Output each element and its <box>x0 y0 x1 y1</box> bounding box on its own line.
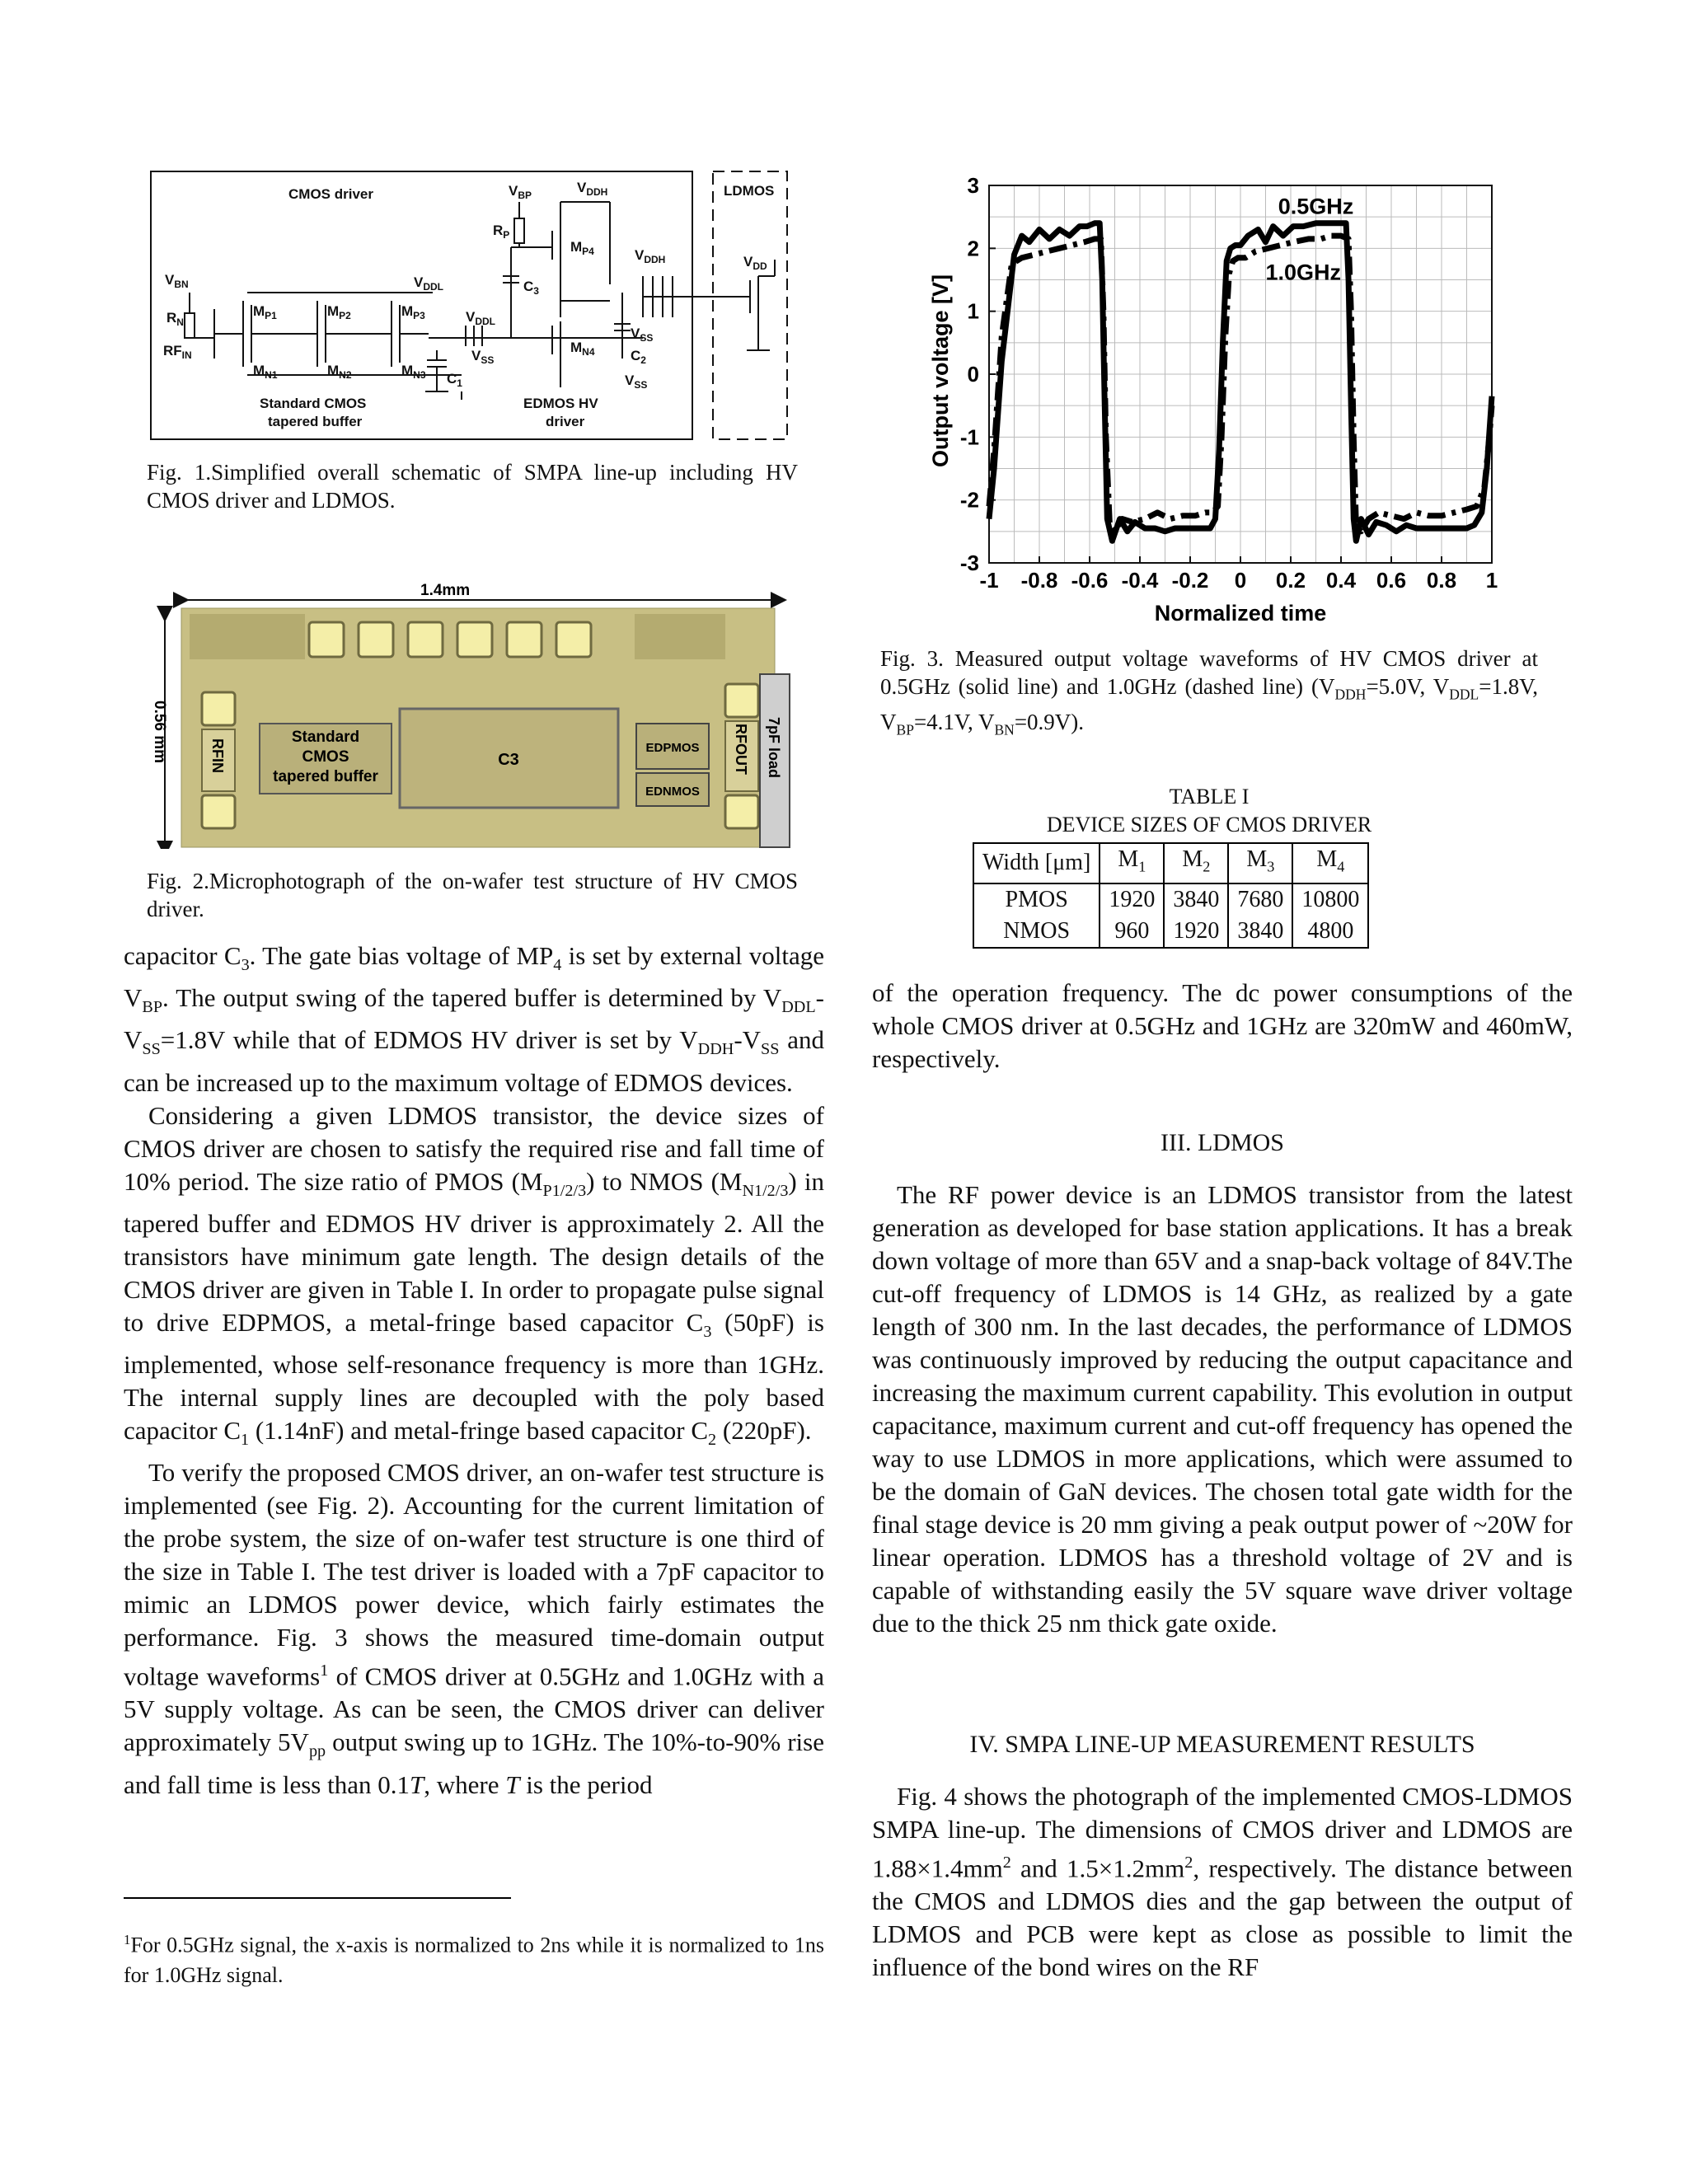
fig2-load-label: 7pF load <box>766 717 782 779</box>
fig1-vddh2-label: $V_{DDH}$ <box>635 247 666 265</box>
fig3-chart <box>923 169 1517 630</box>
table1-cell: 10800 <box>1301 886 1360 912</box>
table1-cell: 3840 <box>1228 916 1292 948</box>
footnote: $^1$For 0.5GHz signal, the x-axis is normalized to 2ns while it is normalized to 1ns for 1.0GHz signal. <box>124 1932 824 1987</box>
table1-cell: 3840 <box>1164 883 1228 916</box>
table1-subtitle: DEVICE SIZES OF CMOS DRIVER <box>1046 813 1372 837</box>
fig1-vdd-label: $V_{DD}$ <box>743 254 767 272</box>
section-4-heading: IV. SMPA LINE-UP MEASUREMENT RESULTS <box>969 1731 1475 1758</box>
fig2-pattern-area <box>190 614 305 659</box>
fig2-buffer-line2: CMOS <box>302 748 349 766</box>
fig1-vddl-label: $V_{DDL}$ <box>414 274 444 293</box>
fig1-mn4-label: $M_{N4}$ <box>570 340 595 358</box>
chart-ytick-label: 2 <box>967 236 979 261</box>
fig2-edpmos-label: EDPMOS <box>645 741 700 755</box>
fig1-vddl2-label: $V_{DDL}$ <box>466 309 496 327</box>
chart-xtick-label: -0.2 <box>1171 568 1209 593</box>
chart-xtick-label: 0.2 <box>1275 568 1306 593</box>
fig1-mp4-label: $M_{P4}$ <box>570 239 594 257</box>
table1-title: TABLE I <box>1169 785 1250 808</box>
chart-ytick-label: 1 <box>967 298 979 324</box>
fig1-standard-cmos-label: Standard CMOS <box>260 396 367 411</box>
table1-cell: 960 <box>1100 916 1164 948</box>
fig2-c3-label: C3 <box>498 751 519 769</box>
chart-xtick-label: -0.6 <box>1071 568 1109 593</box>
chart-xlabel: Normalized time <box>1154 601 1327 626</box>
table1-cell: PMOS <box>973 883 1100 916</box>
left-paragraph-3: To verify the proposed CMOS driver, an on-wafer test structure is implemented (see Fig. 2). Accounting for the current limitation of the probe system, the size of on-wafer test structure is one third of the size in Table I. The test driver is loaded with a 7pF capacitor to mimic an LDMOS power device, which fairly estimates the performance. Fig. 3 shows the measured time-domain output voltage waveforms$^1$ of CMOS driver at 0.5GHz and 1.0GHz with a 5V supply voltage. As can be seen, the CMOS driver can deliver approximately $5V_{pp}$ output swing up to 1GHz. The 10%-to-90% rise and fall time is less than 0.1T, where T is the period <box>124 1458 824 1799</box>
fig1-mn2-label: $M_{N2}$ <box>327 363 352 381</box>
chart-xtick-label: 0.8 <box>1426 568 1457 593</box>
right-paragraph-3: Fig. 4 shows the photograph of the implemented CMOS-LDMOS SMPA line-up. The dimensions of CMOS driver and LDMOS are $1.88\times 1.4mm^2$ and $1.5\times 1.2mm^2$, respectively. The distance between the CMOS and LDMOS dies and the gap between the output of LDMOS and PCB were kept as close as possible to limit the influence of the bond wires on the RF <box>872 1782 1573 1982</box>
table1-title-block <box>880 783 1538 839</box>
fig1-rfin-label: $RF_{IN}$ <box>163 343 192 361</box>
fig1-c3-label: $C_3$ <box>523 279 539 297</box>
fig1-rn-label: $R_N$ <box>166 310 184 328</box>
fig1-edmos-hv-label: EDMOS HV <box>523 396 598 411</box>
table1-header-cell: $M_2$ <box>1164 843 1228 883</box>
fig1-vss2-label: $V_{SS}$ <box>631 326 654 344</box>
right-paragraph-2: The RF power device is an LDMOS transistor from the latest generation as developed for base station applications. It has a break down voltage of more than 65V and a snap-back voltage of 84V.The cut-off frequency of LDMOS is 14 GHz, as realized by a gate length of 300 nm. In the last decades, the performance of LDMOS was continuously improved by reducing the output capacitance and increasing the maximum current capability. This evolution in output capacitance, maximum current and cut-off frequency has opened the way to use LDMOS in more applications, which were assumed to be the domain of GaN devices. The chosen total gate width for the final stage device is 20 mm giving a peak output power of ~20W for linear operation. LDMOS has a threshold voltage of 2V and is capable of withstanding easily the 5V square wave driver voltage due to the thick 25 nm thick gate oxide. <box>872 1180 1573 1638</box>
fig1-tapered-buffer-label: tapered buffer <box>268 414 363 429</box>
table1-header-row <box>973 843 1368 883</box>
fig2-rfout-label: RFOUT <box>733 724 749 775</box>
chart-ytick-label: -1 <box>959 424 979 450</box>
fig1-driver-label: driver <box>546 414 585 429</box>
fig2-width-label: 1.4mm <box>420 582 471 599</box>
table1-cell: 1920 <box>1100 883 1164 916</box>
fig2-ednmos-label: EDNMOS <box>645 785 700 799</box>
fig1-caption: Fig. 1.Simplified overall schematic of SMPA line-up including HV CMOS driver and LDMOS. <box>147 460 798 513</box>
chart-xtick-label: 0 <box>1234 568 1247 593</box>
fig2-microphotograph <box>148 577 791 849</box>
fig1-vbn-label: $V_{BN}$ <box>165 272 189 290</box>
fig2-rfin-label: RFIN <box>209 738 226 773</box>
fig1-ldmos-label: LDMOS <box>724 183 775 199</box>
chart-xtick-label: -0.4 <box>1121 568 1159 593</box>
section-3-heading: III. LDMOS <box>1160 1129 1284 1156</box>
left-column-text <box>124 940 824 1802</box>
table1-cell: NMOS <box>973 916 1100 948</box>
fig1-mn1-label: $M_{N1}$ <box>253 363 278 381</box>
table1-header-cell: $M_1$ <box>1100 843 1164 883</box>
fig3-caption: Fig. 3. Measured output voltage waveforms of HV CMOS driver at 0.5GHz (solid line) and 1.0GHz (dashed line) ($V_{DDH}=5.0V$, $V_{DDL}=1.8V$, $V_{BP}=4.1V$, $V_{BN}=0.9V$). <box>880 646 1539 738</box>
fig2-caption: Fig. 2.Microphotograph of the on-wafer test structure of HV CMOS driver. <box>147 869 798 921</box>
fig1-c2-label: $C_2$ <box>631 348 646 366</box>
fig1-rp-label: $R_P$ <box>493 223 510 241</box>
table1-header-cell: $M_4$ <box>1292 843 1368 883</box>
fig2-buffer-line1: Standard <box>291 729 360 746</box>
chart-ytick-label: 3 <box>967 173 979 198</box>
table1-header-cell: Width [μm] <box>973 843 1100 883</box>
chart-ytick-label: -3 <box>959 551 979 575</box>
chart-series-label: 1.0GHz <box>1265 260 1342 285</box>
fig2-height-label: 0.56 mm <box>151 701 168 764</box>
left-paragraph-1: capacitor $C_3$. The gate bias voltage of $MP_4$ is set by external voltage $V_{BP}$. The output swing of the tapered buffer is determined by $V_{DDL}-V_{SS}=1.8V$ while that of EDMOS HV driver is set by $V_{DDH}-V_{SS}$ and can be increased up to the maximum voltage of EDMOS devices. <box>124 941 824 1097</box>
table1-cell: 7680 <box>1228 883 1292 916</box>
fig1-mp1-label: $M_{P1}$ <box>253 303 277 321</box>
table1 <box>973 842 1369 949</box>
right-paragraph-1: of the operation frequency. The dc power consumptions of the whole CMOS driver at 0.5GHz and 1GHz are 320mW and 460mW, respectively. <box>872 978 1573 1073</box>
fig1-mp3-label: $M_{P3}$ <box>401 303 425 321</box>
fig1-vbp-label: $V_{BP}$ <box>509 183 532 201</box>
fig1-schematic <box>148 169 791 441</box>
table1-row <box>973 916 1368 948</box>
fig1-c1-label: $C_1$ <box>447 371 462 389</box>
table1-cell: 1920 <box>1164 916 1228 948</box>
fig1-vss-label: $V_{SS}$ <box>471 348 495 366</box>
fig1-mp2-label: $M_{P2}$ <box>327 303 351 321</box>
left-paragraph-2: Considering a given LDMOS transistor, the device sizes of CMOS driver are chosen to satisfy the required rise and fall time of 10% period. The size ratio of PMOS $(M_{P1/2/3})$ to NMOS $(M_{N1/2/3})$ in tapered buffer and EDMOS HV driver is approximately 2. All the transistors have minimum gate length. The design details of the CMOS driver are given in Table I. In order to propagate pulse signal to drive EDPMOS, a metal-fringe based capacitor $C_3$ (50pF) is implemented, whose self-resonance frequency is more than 1GHz. The internal supply lines are decoupled with the poly based capacitor $C_1$ (1.14nF) and metal-fringe based capacitor $C_2$ (220pF). <box>124 1100 824 1450</box>
chart-ylabel: Output voltage [V] <box>928 274 953 467</box>
table1-row <box>973 883 1368 916</box>
chart-xtick-label: 1 <box>1485 568 1498 593</box>
chart-xtick-label: 0.4 <box>1325 568 1357 593</box>
chart-xtick-label: -0.8 <box>1020 568 1058 593</box>
fig1-mn3-label: $M_{N3}$ <box>401 363 426 381</box>
chart-ytick-label: 0 <box>967 362 979 387</box>
chart-xtick-label: 0.6 <box>1376 568 1407 593</box>
chart-ytick-label: -2 <box>959 487 979 513</box>
fig1-vddh-label: $V_{DDH}$ <box>577 180 608 198</box>
fig1-cmos-driver-label: CMOS driver <box>288 186 373 202</box>
footnote-rule <box>124 1897 511 1899</box>
chart-xtick-label: -1 <box>979 568 999 593</box>
table1-cell: 4800 <box>1307 917 1354 944</box>
table1-header-cell: $M_3$ <box>1228 843 1292 883</box>
chart-series-label: 0.5GHz <box>1278 194 1354 219</box>
fig2-buffer-line3: tapered buffer <box>273 768 378 785</box>
fig1-vss3-label: $V_{SS}$ <box>625 373 648 391</box>
